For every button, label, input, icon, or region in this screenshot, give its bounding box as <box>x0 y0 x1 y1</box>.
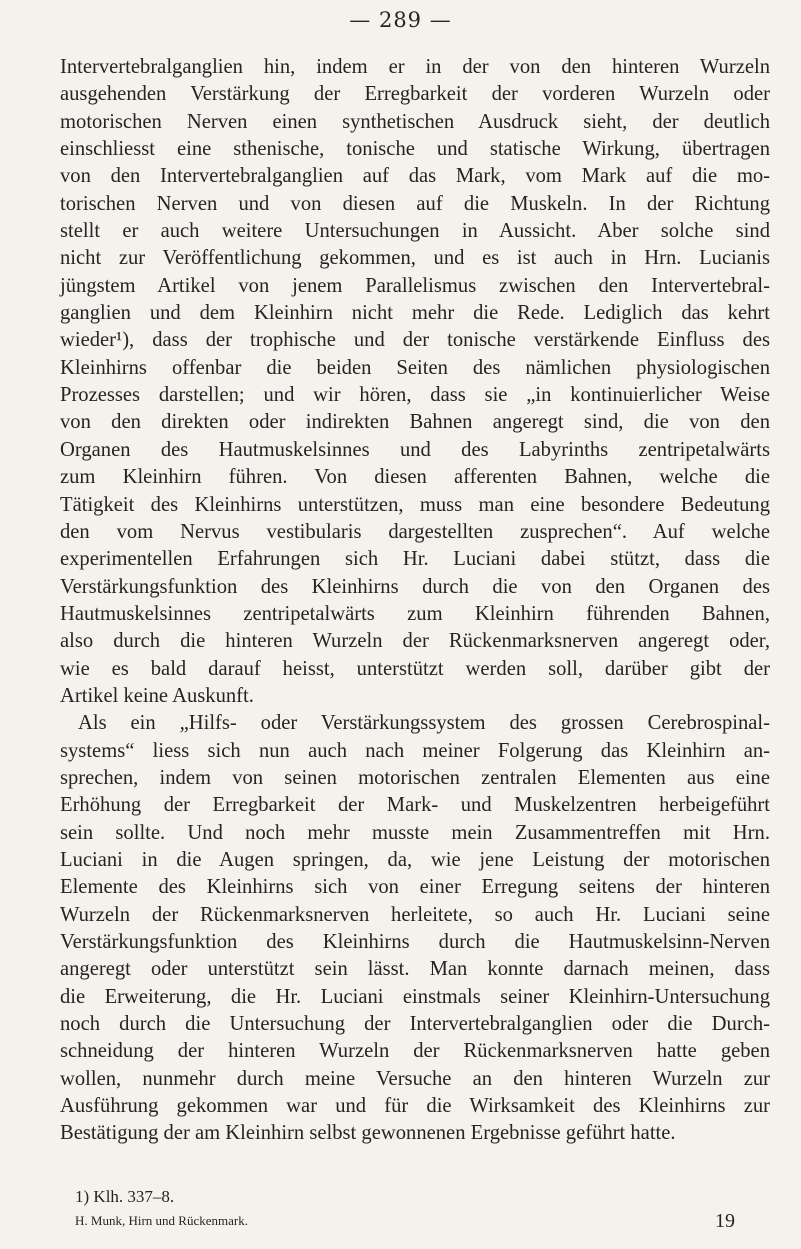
text-line: Prozesses darstellen; und wir hören, dass sie „in kontinuierlicher Weise <box>60 384 770 407</box>
text-line: ganglien und dem Kleinhirn nicht mehr die Rede. Lediglich das kehrt <box>60 302 770 325</box>
text-line: Bestätigung der am Kleinhirn selbst gewonnenen Ergebnisse geführt hatte. <box>60 1122 676 1145</box>
text-line: Ausführung gekommen war und für die Wirksamkeit des Kleinhirns zur <box>60 1095 770 1118</box>
footnote-area <box>75 1186 775 1230</box>
signature-number: 19 <box>715 1210 735 1232</box>
text-line: Verstärkungsfunktion des Kleinhirns durch die Hautmuskelsinn-Nerven <box>60 931 770 953</box>
text-line: Tätigkeit des Kleinhirns unterstützen, muss man eine besondere Bedeutung <box>60 493 770 516</box>
text-line: einschliesst eine sthenische, tonische und statische Wirkung, übertragen <box>60 138 770 161</box>
text-line: motorischen Nerven einen synthetischen Ausdruck sieht, der deutlich <box>60 110 770 133</box>
text-line: jüngstem Artikel von jenem Parallelismus zwischen den Intervertebral- <box>60 274 770 297</box>
signature-line: H. Munk, Hirn und Rückenmark. <box>75 1213 248 1228</box>
text-line: Als ein „Hilfs- oder Verstärkungssystem des grossen Cerebrospinal- <box>78 712 770 735</box>
text-line: wie es bald darauf heisst, unterstützt werden soll, darüber gibt der <box>60 657 770 680</box>
text-line: von den direkten oder indirekten Bahnen angeregt sind, die von den <box>60 411 770 434</box>
text-line: schneidung der hinteren Wurzeln der Rückenmarksnerven hatte geben <box>60 1040 770 1063</box>
text-line: Wurzeln der Rückenmarksnerven herleitete, so auch Hr. Luciani seine <box>60 903 770 926</box>
text-line: Intervertebralganglien hin, indem er in der von den hinteren Wurzeln <box>60 56 770 78</box>
text-line: Kleinhirns offenbar die beiden Seiten des nämlichen physiologischen <box>60 356 770 379</box>
text-line: systems“ liess sich nun auch nach meiner Folgerung das Kleinhirn an- <box>60 739 770 762</box>
text-line: den vom Nervus vestibularis dargestellten zusprechen“. Auf welche <box>60 520 770 543</box>
text-line: zum Kleinhirn führen. Von diesen afferenten Bahnen, welche die <box>60 466 770 489</box>
text-line: also durch die hinteren Wurzeln der Rückenmarksnerven angeregt oder, <box>60 630 770 653</box>
text-line: die Erweiterung, die Hr. Luciani einstmals seiner Kleinhirn-Untersuchung <box>60 985 770 1008</box>
text-line: torischen Nerven und von diesen auf die Muskeln. In der Richtung <box>60 192 770 215</box>
text-line: ausgehenden Verstärkung der Erregbarkeit der vorderen Wurzeln oder <box>60 83 770 106</box>
text-line: sein sollte. Und noch mehr musste mein Zusammentreffen mit Hrn. <box>60 821 770 844</box>
text-line: experimentellen Erfahrungen sich Hr. Luciani dabei stützt, dass die <box>60 548 770 571</box>
text-line: wieder¹), dass der trophische und der tonische verstärkende Einfluss des <box>60 329 770 352</box>
text-line: noch durch die Untersuchung der Intervertebralganglien oder die Durch- <box>60 1013 770 1036</box>
body-text <box>60 54 770 1148</box>
text-line: angeregt oder unterstützt sein lässt. Man konnte darnach meinen, dass <box>60 958 770 981</box>
text-line: von den Intervertebralganglien auf das Mark, vom Mark auf die mo- <box>60 165 770 188</box>
footnote: 1) Klh. 337–8. <box>75 1187 175 1206</box>
text-line: Organen des Hautmuskelsinnes und des Labyrinths zentripetalwärts <box>60 438 770 461</box>
text-line: stellt er auch weitere Untersuchungen in Aussicht. Aber solche sind <box>60 220 770 243</box>
text-line: Verstärkungsfunktion des Kleinhirns durch die von den Organen des <box>60 575 770 598</box>
text-line: Erhöhung der Erregbarkeit der Mark- und Muskelzentren herbeigeführt <box>60 794 770 817</box>
text-line: Artikel keine Auskunft. <box>60 684 254 707</box>
text-line: wollen, nunmehr durch meine Versuche an den hinteren Wurzeln zur <box>60 1067 770 1090</box>
text-line: sprechen, indem von seinen motorischen zentralen Elementen aus eine <box>60 766 770 789</box>
text-line: Luciani in die Augen springen, da, wie jene Leistung der motorischen <box>60 848 770 871</box>
text-line: Hautmuskelsinnes zentripetalwärts zum Kleinhirn führenden Bahnen, <box>60 602 770 625</box>
text-line: nicht zur Veröffentlichung gekommen, und es ist auch in Hrn. Lucianis <box>60 247 770 270</box>
text-line: Elemente des Kleinhirns sich von einer Erregung seitens der hinteren <box>60 876 770 899</box>
page-number: — 289 — <box>349 8 452 32</box>
